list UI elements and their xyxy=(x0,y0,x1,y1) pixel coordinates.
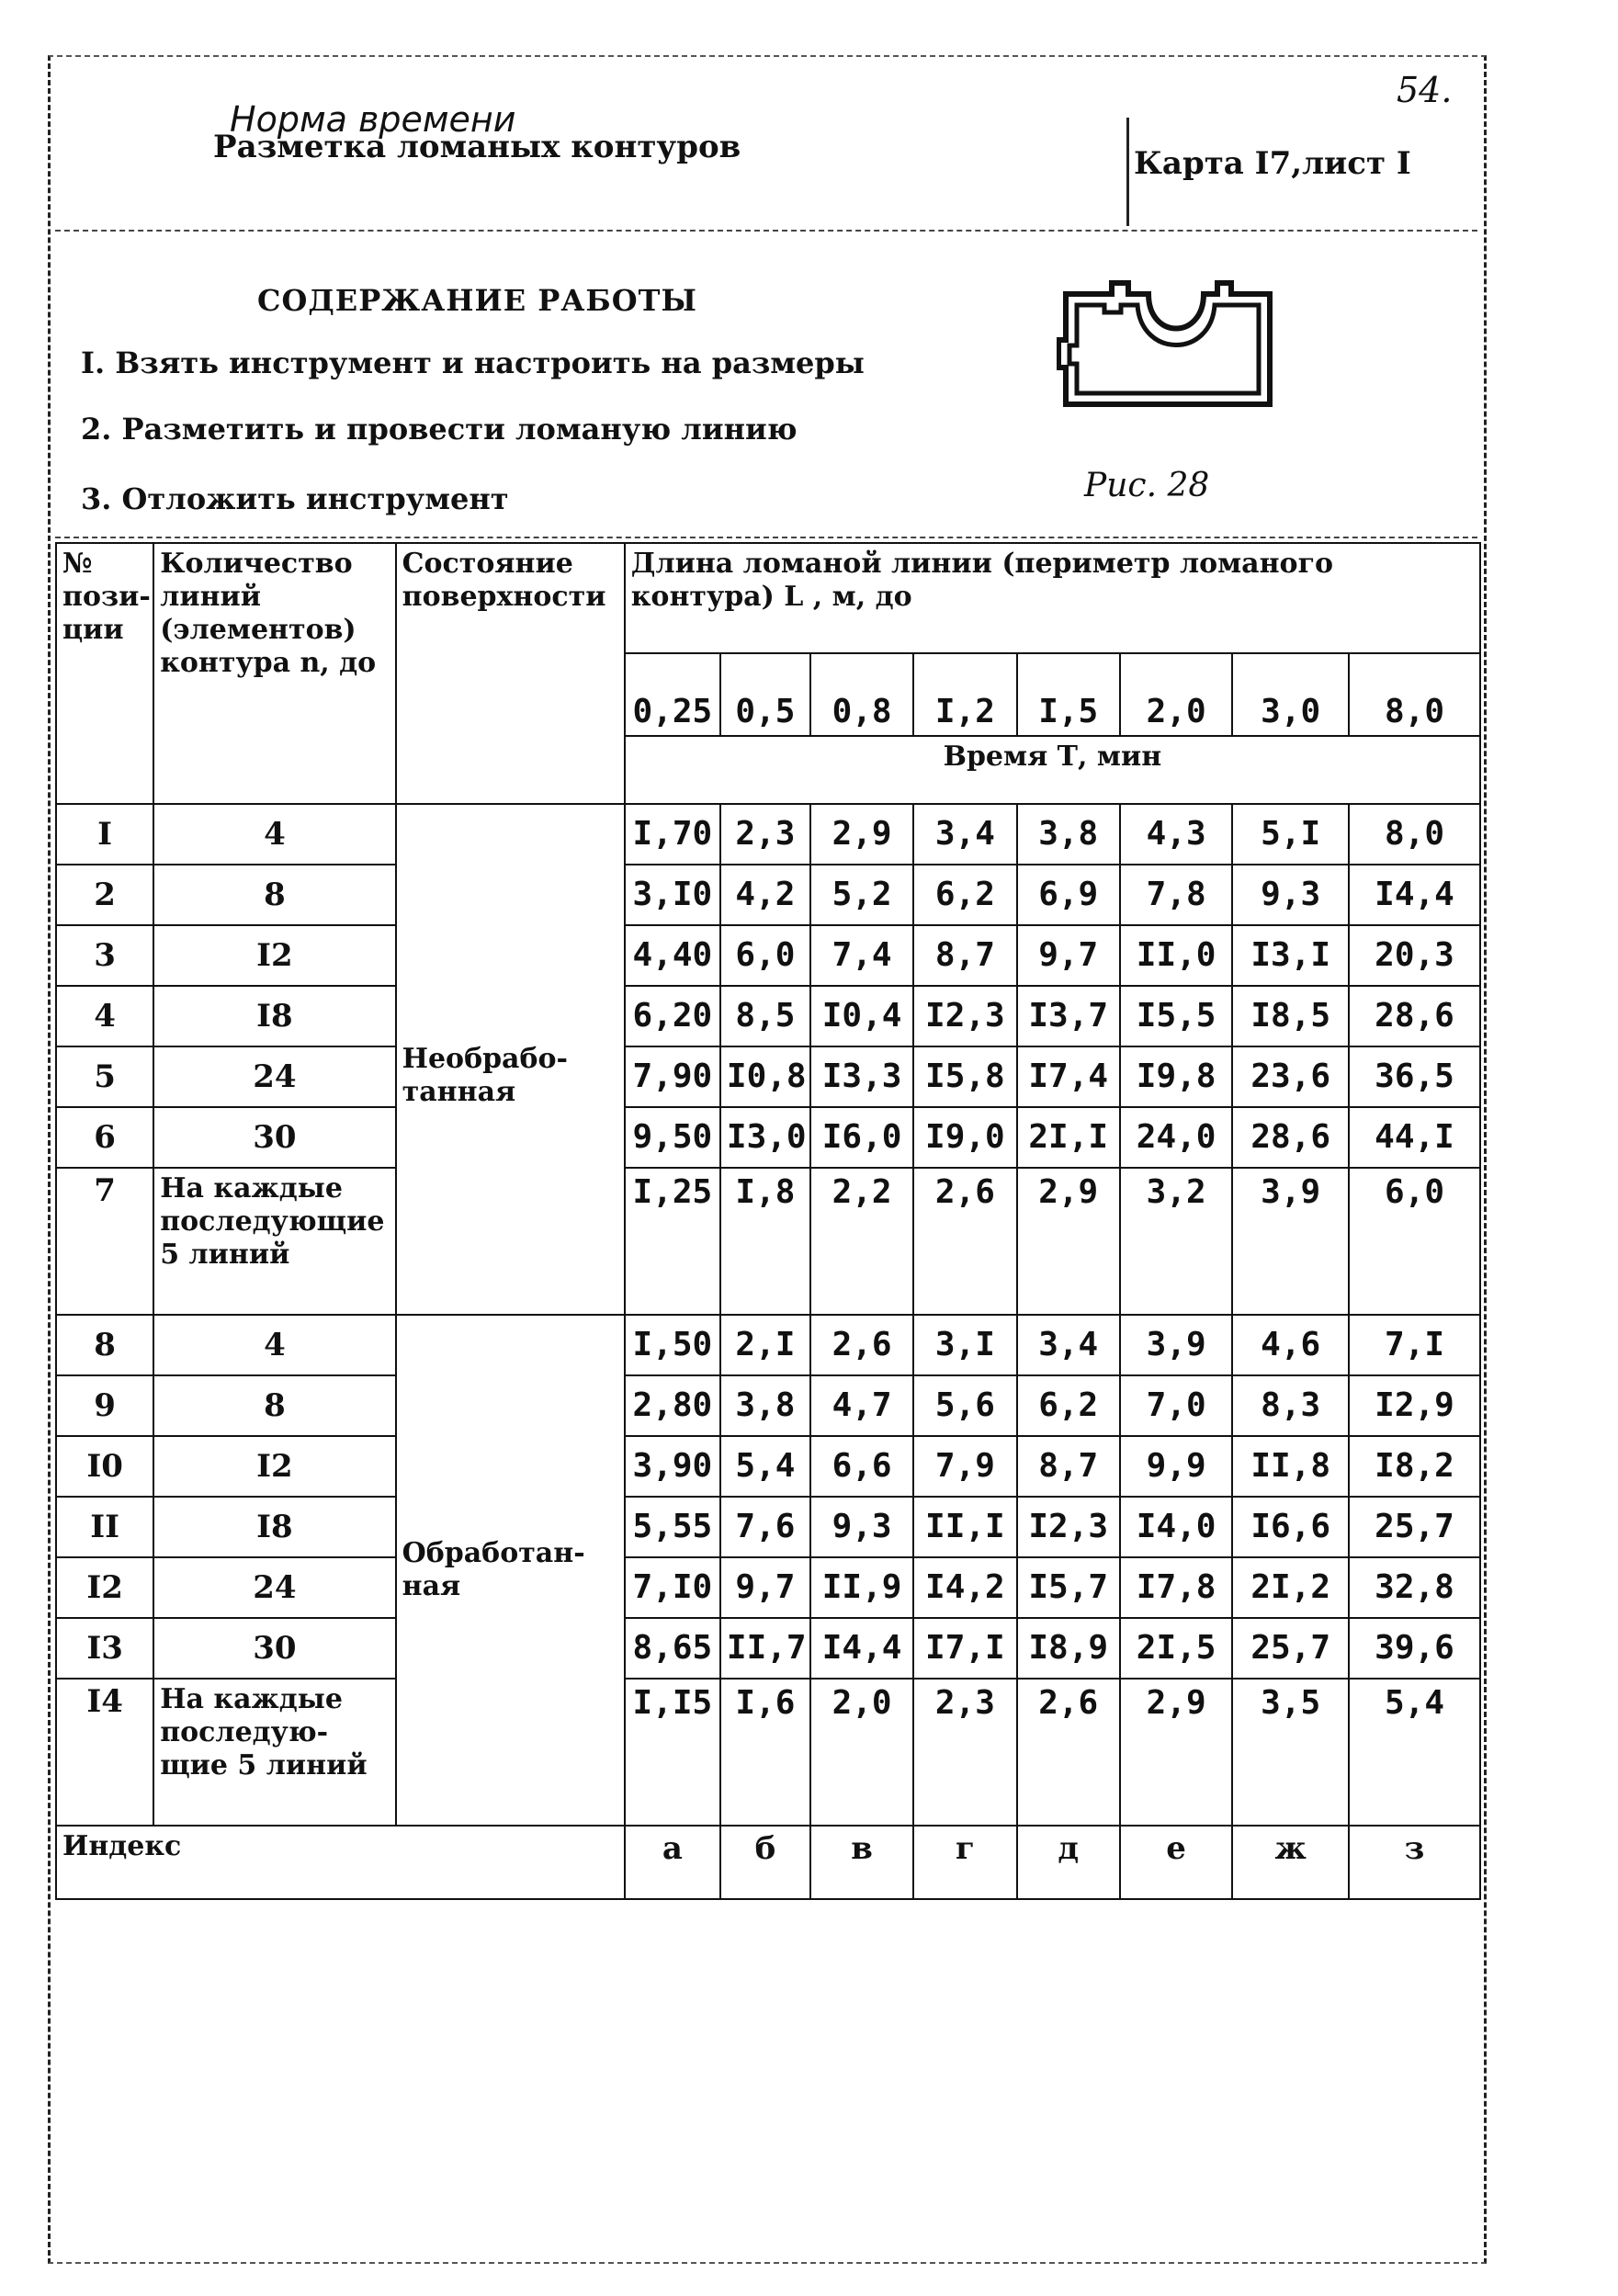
index-label: Индекс xyxy=(56,1826,625,1899)
time-value-cell: I6,6 xyxy=(1232,1497,1349,1557)
time-value-cell: II,0 xyxy=(1120,925,1233,986)
handwritten-title: Норма времени xyxy=(230,99,516,140)
time-value-cell: II,8 xyxy=(1232,1436,1349,1497)
work-step-1: I. Взять инструмент и настроить на размеры xyxy=(81,345,865,380)
time-value-cell: 9,7 xyxy=(720,1557,810,1618)
lines-count-cell: 8 xyxy=(153,865,395,925)
time-value-cell: I5,8 xyxy=(913,1046,1016,1107)
time-value-cell: 4,6 xyxy=(1232,1315,1349,1375)
table-row xyxy=(56,865,1480,925)
time-value-cell: 3,4 xyxy=(1017,1315,1120,1375)
lines-count-cell: 30 xyxy=(153,1107,395,1168)
time-value-cell: I4,4 xyxy=(1349,865,1480,925)
table-row xyxy=(56,1046,1480,1107)
time-value-cell: I,6 xyxy=(720,1679,810,1826)
time-value-cell: 8,5 xyxy=(720,986,810,1046)
time-value-cell: I8,9 xyxy=(1017,1618,1120,1679)
time-value-cell: I3,I xyxy=(1232,925,1349,986)
lines-count-cell: На каждые последующие 5 линий xyxy=(153,1168,395,1315)
time-value-cell: 3,90 xyxy=(625,1436,720,1497)
time-value-cell: I,50 xyxy=(625,1315,720,1375)
time-value-cell: 8,3 xyxy=(1232,1375,1349,1436)
time-value-cell: 5,4 xyxy=(1349,1679,1480,1826)
time-value-cell: 20,3 xyxy=(1349,925,1480,986)
time-value-cell: 6,6 xyxy=(810,1436,913,1497)
time-value-cell: 36,5 xyxy=(1349,1046,1480,1107)
time-value-cell: 9,3 xyxy=(1232,865,1349,925)
position-cell: I4 xyxy=(56,1679,153,1826)
time-value-cell: 8,7 xyxy=(913,925,1016,986)
time-value-cell: 39,6 xyxy=(1349,1618,1480,1679)
position-cell: 9 xyxy=(56,1375,153,1436)
time-value-cell: 6,20 xyxy=(625,986,720,1046)
time-value-cell: 2,I xyxy=(720,1315,810,1375)
time-value-cell: 2,3 xyxy=(913,1679,1016,1826)
length-value: 0,5 xyxy=(720,653,810,736)
time-value-cell: I4,0 xyxy=(1120,1497,1233,1557)
header-pos: № пози-ции xyxy=(56,543,153,804)
time-value-cell: 3,4 xyxy=(913,804,1016,865)
time-value-cell: I2,9 xyxy=(1349,1375,1480,1436)
time-value-cell: 3,5 xyxy=(1232,1679,1349,1826)
length-value: I,5 xyxy=(1017,653,1120,736)
lines-count-cell: I8 xyxy=(153,1497,395,1557)
time-value-cell: I0,8 xyxy=(720,1046,810,1107)
time-value-cell: I,I5 xyxy=(625,1679,720,1826)
time-value-cell: 2,0 xyxy=(810,1679,913,1826)
time-value-cell: 8,7 xyxy=(1017,1436,1120,1497)
lines-count-cell: 8 xyxy=(153,1375,395,1436)
table-row xyxy=(56,1679,1480,1826)
time-value-cell: I,25 xyxy=(625,1168,720,1315)
index-cell: д xyxy=(1017,1826,1120,1899)
time-value-cell: 28,6 xyxy=(1232,1107,1349,1168)
time-value-cell: 5,6 xyxy=(913,1375,1016,1436)
index-cell: ж xyxy=(1232,1826,1349,1899)
time-value-cell: 8,65 xyxy=(625,1618,720,1679)
time-value-cell: I7,4 xyxy=(1017,1046,1120,1107)
time-value-cell: 6,9 xyxy=(1017,865,1120,925)
work-step-2: 2. Разметить и провести ломаную линию xyxy=(81,412,798,447)
time-value-cell: 32,8 xyxy=(1349,1557,1480,1618)
time-value-cell: 8,0 xyxy=(1349,804,1480,865)
time-value-cell: 5,I xyxy=(1232,804,1349,865)
section-divider xyxy=(55,537,1477,538)
time-value-cell: 44,I xyxy=(1349,1107,1480,1168)
table-row xyxy=(56,804,1480,865)
time-value-cell: 2,6 xyxy=(1017,1679,1120,1826)
time-value-cell: 25,7 xyxy=(1349,1497,1480,1557)
length-value: 0,8 xyxy=(810,653,913,736)
time-value-cell: 2I,5 xyxy=(1120,1618,1233,1679)
time-value-cell: I4,4 xyxy=(810,1618,913,1679)
length-value: 0,25 xyxy=(625,653,720,736)
position-cell: I3 xyxy=(56,1618,153,1679)
position-cell: I0 xyxy=(56,1436,153,1497)
time-value-cell: I9,8 xyxy=(1120,1046,1233,1107)
table-row xyxy=(56,925,1480,986)
time-value-cell: 3,9 xyxy=(1120,1315,1233,1375)
table-header-row xyxy=(56,543,1480,653)
surface-state-cell: Необрабо-танная xyxy=(396,804,625,1315)
header-surface: Состояние поверхности xyxy=(396,543,625,804)
time-value-cell: 3,I xyxy=(913,1315,1016,1375)
table-row xyxy=(56,1497,1480,1557)
lines-count-cell: 4 xyxy=(153,804,395,865)
work-step-3: 3. Отложить инструмент xyxy=(81,481,509,516)
table-row xyxy=(56,1107,1480,1168)
time-value-cell: 5,4 xyxy=(720,1436,810,1497)
time-value-cell: 9,9 xyxy=(1120,1436,1233,1497)
index-cell: е xyxy=(1120,1826,1233,1899)
position-cell: 6 xyxy=(56,1107,153,1168)
time-value-cell: 25,7 xyxy=(1232,1618,1349,1679)
table-row xyxy=(56,986,1480,1046)
time-value-cell: 3,8 xyxy=(1017,804,1120,865)
table-row xyxy=(56,1557,1480,1618)
time-value-cell: II,7 xyxy=(720,1618,810,1679)
time-value-cell: 9,3 xyxy=(810,1497,913,1557)
position-cell: 3 xyxy=(56,925,153,986)
time-value-cell: I9,0 xyxy=(913,1107,1016,1168)
table-row xyxy=(56,1618,1480,1679)
time-value-cell: 6,2 xyxy=(1017,1375,1120,1436)
index-cell: з xyxy=(1349,1826,1480,1899)
time-value-cell: I,8 xyxy=(720,1168,810,1315)
time-value-cell: I7,I xyxy=(913,1618,1016,1679)
time-value-cell: 3,8 xyxy=(720,1375,810,1436)
time-caption: Время Т, мин xyxy=(625,736,1480,804)
time-value-cell: I8,2 xyxy=(1349,1436,1480,1497)
time-value-cell: 2,9 xyxy=(1120,1679,1233,1826)
time-value-cell: 3,I0 xyxy=(625,865,720,925)
time-value-cell: I2,3 xyxy=(913,986,1016,1046)
time-value-cell: 2,9 xyxy=(1017,1168,1120,1315)
header-divider xyxy=(55,230,1477,232)
time-value-cell: 7,9 xyxy=(913,1436,1016,1497)
time-value-cell: I,70 xyxy=(625,804,720,865)
time-value-cell: 7,90 xyxy=(625,1046,720,1107)
lines-count-cell: 4 xyxy=(153,1315,395,1375)
time-value-cell: I4,2 xyxy=(913,1557,1016,1618)
work-content-title: СОДЕРЖАНИЕ РАБОТЫ xyxy=(257,283,697,318)
length-value: I,2 xyxy=(913,653,1016,736)
time-value-cell: I6,0 xyxy=(810,1107,913,1168)
time-value-cell: 4,40 xyxy=(625,925,720,986)
figure-caption: Рис. 28 xyxy=(1084,467,1210,504)
table-row xyxy=(56,1375,1480,1436)
time-value-cell: 2,6 xyxy=(913,1168,1016,1315)
time-value-cell: 6,2 xyxy=(913,865,1016,925)
time-value-cell: I7,8 xyxy=(1120,1557,1233,1618)
lines-count-cell: I8 xyxy=(153,986,395,1046)
position-cell: I2 xyxy=(56,1557,153,1618)
length-value: 3,0 xyxy=(1232,653,1349,736)
lines-count-cell: 30 xyxy=(153,1618,395,1679)
time-value-cell: 9,7 xyxy=(1017,925,1120,986)
time-value-cell: 24,0 xyxy=(1120,1107,1233,1168)
time-value-cell: 7,4 xyxy=(810,925,913,986)
card-label: Карта I7,лист I xyxy=(1134,145,1411,182)
time-value-cell: I3,0 xyxy=(720,1107,810,1168)
lines-count-cell: I2 xyxy=(153,1436,395,1497)
index-cell: б xyxy=(720,1826,810,1899)
time-value-cell: 7,I0 xyxy=(625,1557,720,1618)
time-value-cell: I5,5 xyxy=(1120,986,1233,1046)
length-value: 8,0 xyxy=(1349,653,1480,736)
time-value-cell: 5,2 xyxy=(810,865,913,925)
time-value-cell: 7,I xyxy=(1349,1315,1480,1375)
time-value-cell: I8,5 xyxy=(1232,986,1349,1046)
lines-count-cell: 24 xyxy=(153,1557,395,1618)
table-row xyxy=(56,1168,1480,1315)
time-value-cell: I0,4 xyxy=(810,986,913,1046)
position-cell: 7 xyxy=(56,1168,153,1315)
time-norm-table xyxy=(55,542,1481,1900)
surface-state-cell: Обработан-ная xyxy=(396,1315,625,1826)
page-number: 54. xyxy=(1397,70,1453,110)
contour-figure-icon xyxy=(1057,276,1277,423)
position-cell: 8 xyxy=(56,1315,153,1375)
time-value-cell: 2I,I xyxy=(1017,1107,1120,1168)
position-cell: I xyxy=(56,804,153,865)
lines-count-cell: 24 xyxy=(153,1046,395,1107)
table-row xyxy=(56,1315,1480,1375)
time-value-cell: 6,0 xyxy=(1349,1168,1480,1315)
time-value-cell: I5,7 xyxy=(1017,1557,1120,1618)
header-length: Длина ломаной линии (периметр ломаного контура) L , м, до xyxy=(625,543,1480,653)
table-row xyxy=(56,1436,1480,1497)
document-title: Разметка ломаных контуров xyxy=(213,129,741,165)
time-value-cell: 2,9 xyxy=(810,804,913,865)
time-value-cell: 2,6 xyxy=(810,1315,913,1375)
time-value-cell: 2,3 xyxy=(720,804,810,865)
time-value-cell: 23,6 xyxy=(1232,1046,1349,1107)
lines-count-cell: На каждые последую-щие 5 линий xyxy=(153,1679,395,1826)
time-value-cell: 28,6 xyxy=(1349,986,1480,1046)
length-value: 2,0 xyxy=(1120,653,1233,736)
time-value-cell: I2,3 xyxy=(1017,1497,1120,1557)
time-value-cell: 5,55 xyxy=(625,1497,720,1557)
time-value-cell: 7,8 xyxy=(1120,865,1233,925)
card-separator xyxy=(1126,118,1129,226)
time-value-cell: II,9 xyxy=(810,1557,913,1618)
index-row xyxy=(56,1826,1480,1899)
time-value-cell: 7,6 xyxy=(720,1497,810,1557)
time-value-cell: 4,7 xyxy=(810,1375,913,1436)
position-cell: 4 xyxy=(56,986,153,1046)
time-value-cell: 9,50 xyxy=(625,1107,720,1168)
time-value-cell: I3,3 xyxy=(810,1046,913,1107)
index-cell: в xyxy=(810,1826,913,1899)
time-value-cell: II,I xyxy=(913,1497,1016,1557)
position-cell: 2 xyxy=(56,865,153,925)
time-value-cell: 3,9 xyxy=(1232,1168,1349,1315)
time-value-cell: 6,0 xyxy=(720,925,810,986)
time-value-cell: 2,2 xyxy=(810,1168,913,1315)
time-value-cell: I3,7 xyxy=(1017,986,1120,1046)
position-cell: II xyxy=(56,1497,153,1557)
position-cell: 5 xyxy=(56,1046,153,1107)
time-value-cell: 7,0 xyxy=(1120,1375,1233,1436)
time-value-cell: 2,80 xyxy=(625,1375,720,1436)
time-value-cell: 2I,2 xyxy=(1232,1557,1349,1618)
header-lines: Количество линий (элементов) контура n, до xyxy=(153,543,395,804)
lines-count-cell: I2 xyxy=(153,925,395,986)
time-value-cell: 4,2 xyxy=(720,865,810,925)
time-value-cell: 4,3 xyxy=(1120,804,1233,865)
time-value-cell: 3,2 xyxy=(1120,1168,1233,1315)
index-cell: а xyxy=(625,1826,720,1899)
index-cell: г xyxy=(913,1826,1016,1899)
